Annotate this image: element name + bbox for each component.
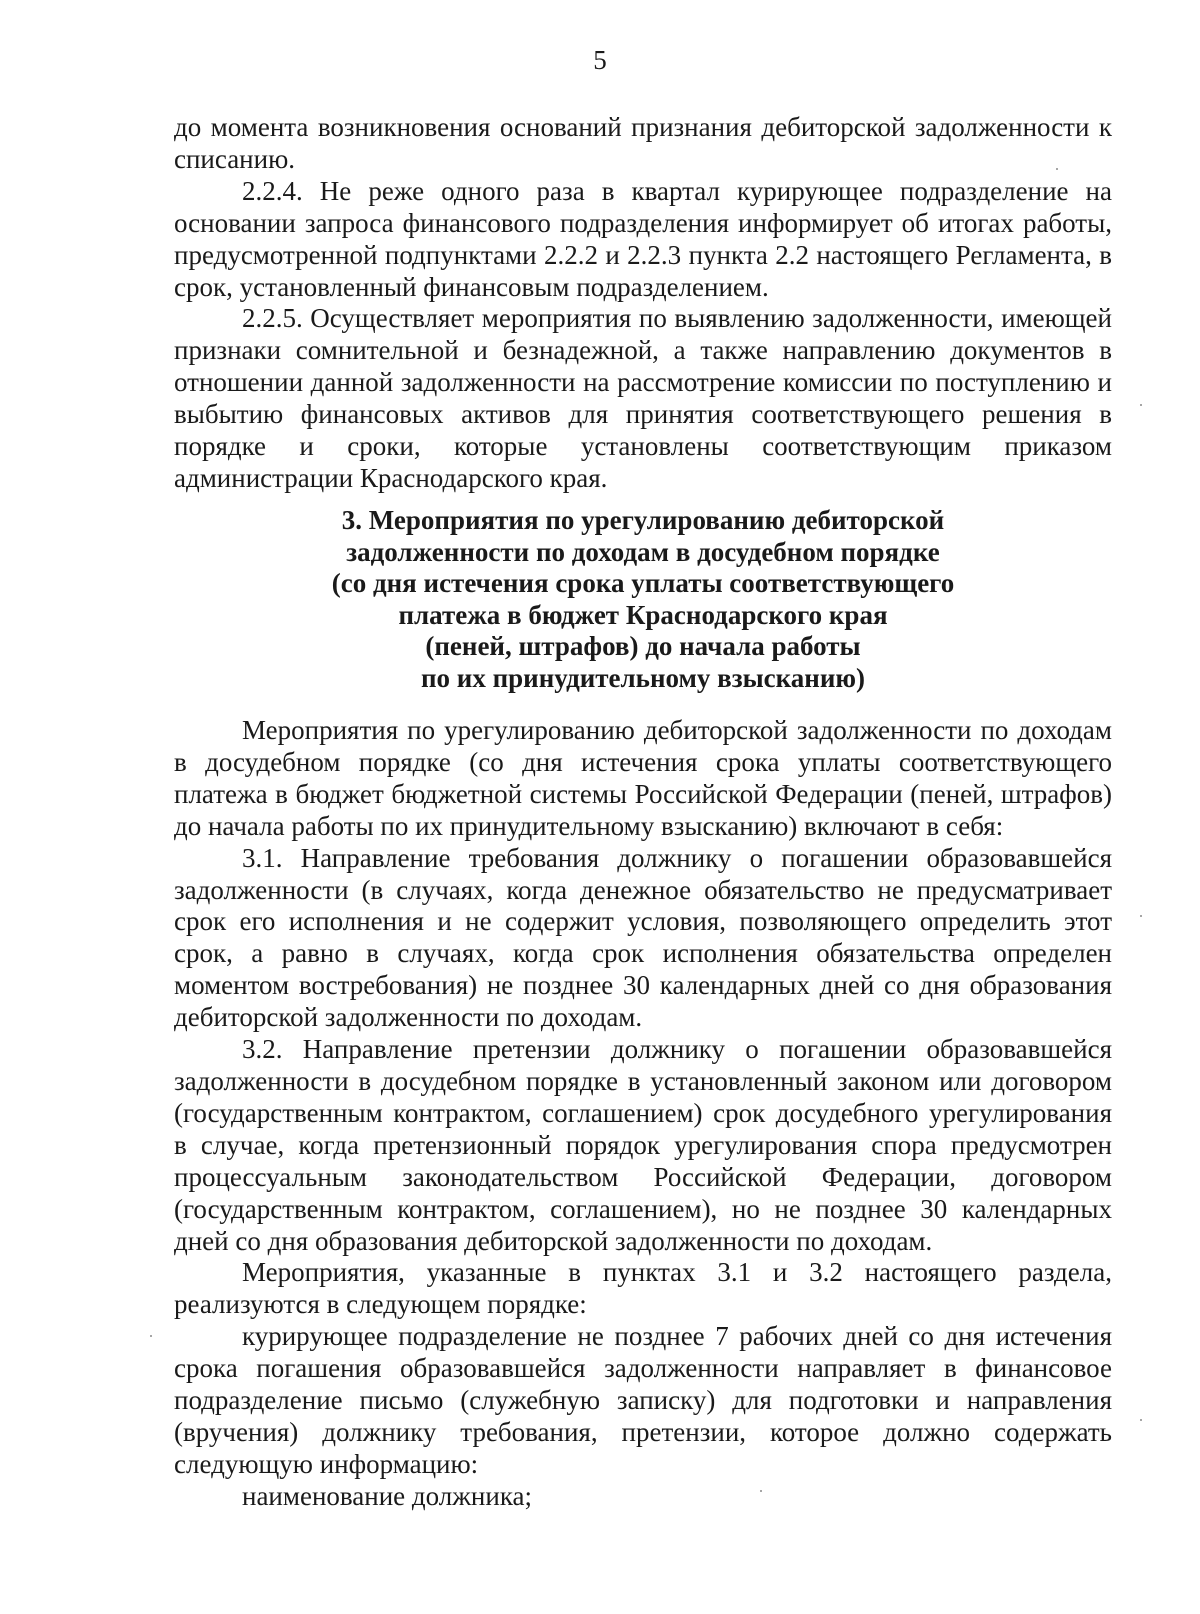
heading-line: (со дня истечения срока уплаты соответствующего (331, 568, 955, 598)
paragraph-3-2: 3.2. Направление претензии должнику о погашении образовавшейся задолженности в досудебном порядке в установленный законом или договором (государственным контрактом, соглашением) срок досудебного урегулирования в случае, когда претензионный порядок урегулирования спора предусмотрен процессуальным законодательством Российской Федерации, договором (государственным контрактом, соглашением), но не позднее 30 календарных дней со дня образования дебиторской задолженности по доходам. (174, 1034, 1112, 1256)
paragraph-section-intro: Мероприятия по урегулированию дебиторской задолженности по доходам в досудебном порядке (со дня истечения срока уплаты соответствующего платежа в бюджет бюджетной системы Российской Федерации (пеней, штрафов) до начала работы по их принудительному взысканию) включают в себя: (174, 715, 1112, 841)
paragraph-2-2-4: 2.2.4. Не реже одного раза в квартал курирующее подразделение на основании запроса финансового подразделения информирует об итогах работы, предусмотренной подпунктами 2.2.2 и 2.2.3 пункта 2.2 настоящего Регламента, в срок, установленный финансовым подразделением. (174, 175, 1112, 302)
scan-speck (1140, 1419, 1142, 1421)
scan-speck (1140, 404, 1142, 406)
top-text-block (174, 112, 1112, 495)
heading-line: (пеней, штрафов) до начала работы (425, 631, 861, 661)
heading-line: по их принудительному взысканию) (420, 662, 866, 693)
paragraph-2-2-5: 2.2.5. Осуществляет мероприятия по выявлению задолженности, имеющей признаки сомнительной и безнадежной, а также направлению документов в отношении данной задолженности на рассмотрение комиссии по поступлению и выбытию финансовых активов для принятия соответствующего решения в порядке и сроки, которые установлены соответствующим приказом администрации Краснодарского края. (174, 303, 1112, 493)
paragraph-procedure-intro: Мероприятия, указанные в пунктах 3.1 и 3.2 настоящего раздела, реализуются в следующем порядке: (174, 1257, 1112, 1320)
section-3-heading (174, 505, 1112, 694)
paragraph-continuation: до момента возникновения оснований признания дебиторской задолженности к списанию. (174, 112, 1112, 174)
paragraph-supervising-unit: курирующее подразделение не позднее 7 рабочих дней со дня истечения срока погашения образовавшейся задолженности направляет в финансовое подразделение письмо (служебную записку) для подготовки и направления (вручения) должнику требования, претензии, которое должно содержать следующую информацию: (174, 1321, 1112, 1479)
scan-speck (150, 1335, 152, 1337)
scan-speck (1140, 915, 1142, 917)
section-3-text-block (174, 715, 1112, 1513)
heading-line: платежа в бюджет Краснодарского края (398, 599, 888, 630)
page-number: 5 (593, 45, 607, 75)
paragraph-3-1: 3.1. Направление требования должнику о погашении образовавшейся задолженности (в случаях, когда денежное обязательство не предусматривает срок его исполнения и не содержит условия, позволяющего определить этот срок, а равно в случаях, когда срок исполнения обязательства определен моментом востребования) не позднее 30 календарных дней со дня образования дебиторской задолженности по доходам. (174, 842, 1112, 1033)
paragraph-debtor-name: наименование должника; (242, 1480, 533, 1511)
heading-line: 3. Мероприятия по урегулированию дебиторской (341, 505, 945, 535)
scan-speck (1056, 168, 1058, 170)
scan-speck (760, 1490, 762, 1492)
heading-line: задолженности по доходам в досудебном порядке (346, 536, 940, 567)
